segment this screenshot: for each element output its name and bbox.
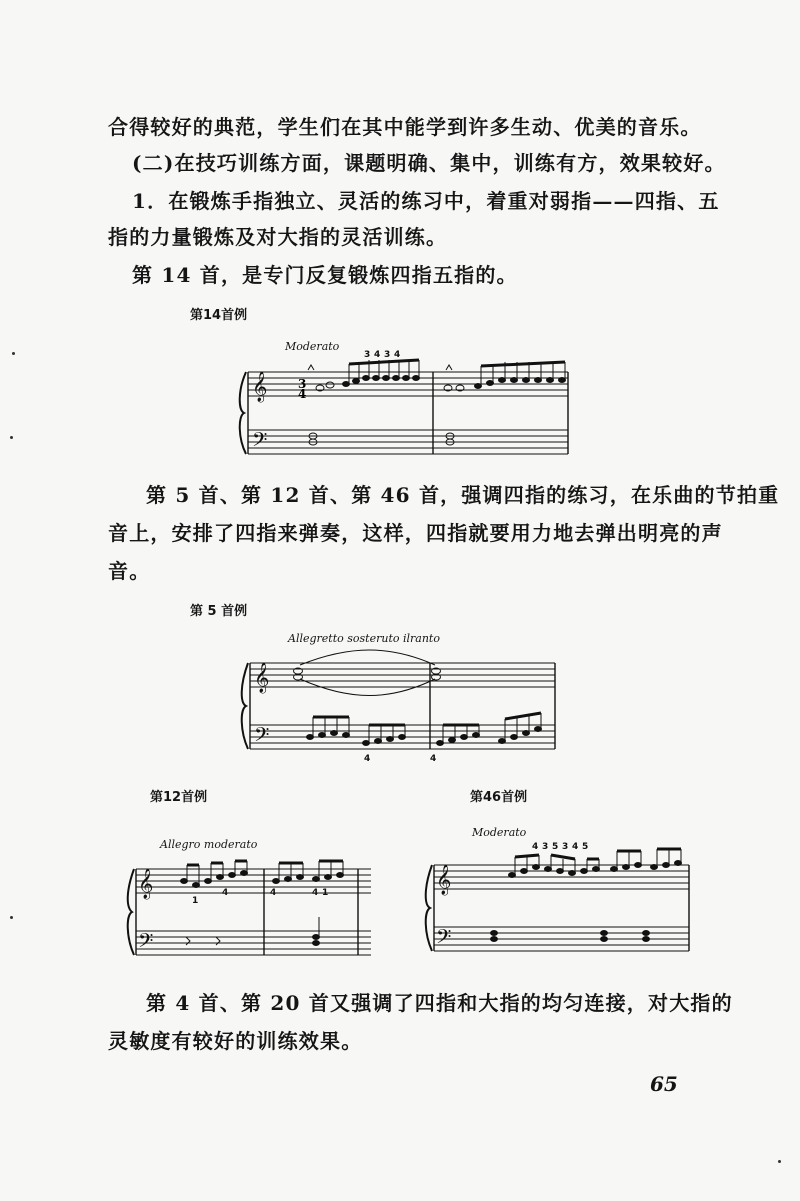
- paragraph-line: 第 14 首，是专门反复锻炼四指五指的。: [132, 263, 518, 287]
- fingering-number: 5: [552, 842, 559, 852]
- fingering-number: 4: [270, 888, 277, 898]
- treble-clef-icon: 𝄞: [138, 869, 154, 899]
- paragraph-line: 音。: [108, 559, 151, 583]
- scan-speck: [10, 916, 13, 919]
- fingering-number: 4: [312, 888, 319, 898]
- tempo-marking: Moderato: [472, 826, 527, 839]
- bass-clef-icon: 𝄢: [254, 723, 270, 751]
- paragraph-line: 第 5 首、第 12 首、第 46 首，强调四指的练习，在乐曲的节拍重: [146, 483, 780, 507]
- paragraph-line: 音上，安排了四指来弹奏，这样，四指就要用力地去弹出明亮的声: [108, 521, 723, 545]
- scan-speck: [778, 1160, 781, 1163]
- page-number: 65: [650, 1072, 678, 1096]
- fingering-number: 3: [562, 842, 569, 852]
- fingering-number: 1: [322, 888, 329, 898]
- fingering-number: 4: [374, 350, 381, 360]
- paragraph-line: 合得较好的典范，学生们在其中能学到许多生动、优美的音乐。: [108, 115, 702, 139]
- scan-speck: [12, 352, 15, 355]
- music-example-5: [240, 645, 560, 770]
- fingering-number: 3: [384, 350, 391, 360]
- music-example-14: [238, 350, 578, 475]
- fingering-number: 4: [532, 842, 539, 852]
- example-caption: 第14首例: [190, 308, 248, 323]
- bass-clef-icon: 𝄢: [252, 428, 268, 456]
- paragraph-line: 第 4 首、第 20 首又强调了四指和大指的均匀连接，对大指的: [146, 991, 733, 1015]
- tempo-marking: Allegro moderato: [160, 838, 258, 851]
- paragraph-line: (二)在技巧训练方面，课题明确、集中，训练有方，效果较好。: [132, 151, 726, 175]
- svg-text:3: 3: [298, 377, 307, 391]
- example-caption: 第46首例: [470, 790, 528, 805]
- bass-clef-icon: 𝄢: [138, 929, 154, 957]
- fingering-number: 4: [394, 350, 401, 360]
- tempo-marking: Moderato: [285, 340, 340, 353]
- treble-clef-icon: 𝄞: [252, 372, 268, 402]
- svg-text:4: 4: [298, 387, 307, 401]
- paragraph-line: 指的力量锻炼及对大指的灵活训练。: [108, 225, 448, 249]
- scan-speck: [10, 436, 13, 439]
- fingering-number: 3: [542, 842, 549, 852]
- tempo-marking: Allegretto sosteruto ilranto: [288, 632, 440, 645]
- treble-clef-icon: 𝄞: [436, 865, 452, 895]
- fingering-number: 4: [572, 842, 579, 852]
- example-caption: 第 5 首例: [190, 604, 248, 619]
- music-example-12: [126, 845, 376, 970]
- fingering-number: 5: [582, 842, 589, 852]
- fingering-number: 3: [364, 350, 371, 360]
- paragraph-line: 灵敏度有较好的训练效果。: [108, 1029, 363, 1053]
- fingering-number: 4: [430, 754, 437, 764]
- bass-clef-icon: 𝄢: [436, 925, 452, 953]
- fingering-number: 4: [222, 888, 229, 898]
- music-example-46: [424, 835, 694, 965]
- paragraph-line: 1．在锻炼手指独立、灵活的练习中，着重对弱指——四指、五: [132, 189, 720, 213]
- example-caption: 第12首例: [150, 790, 208, 805]
- treble-clef-icon: 𝄞: [254, 663, 270, 693]
- fingering-number: 4: [364, 754, 371, 764]
- fingering-number: 1: [192, 896, 199, 906]
